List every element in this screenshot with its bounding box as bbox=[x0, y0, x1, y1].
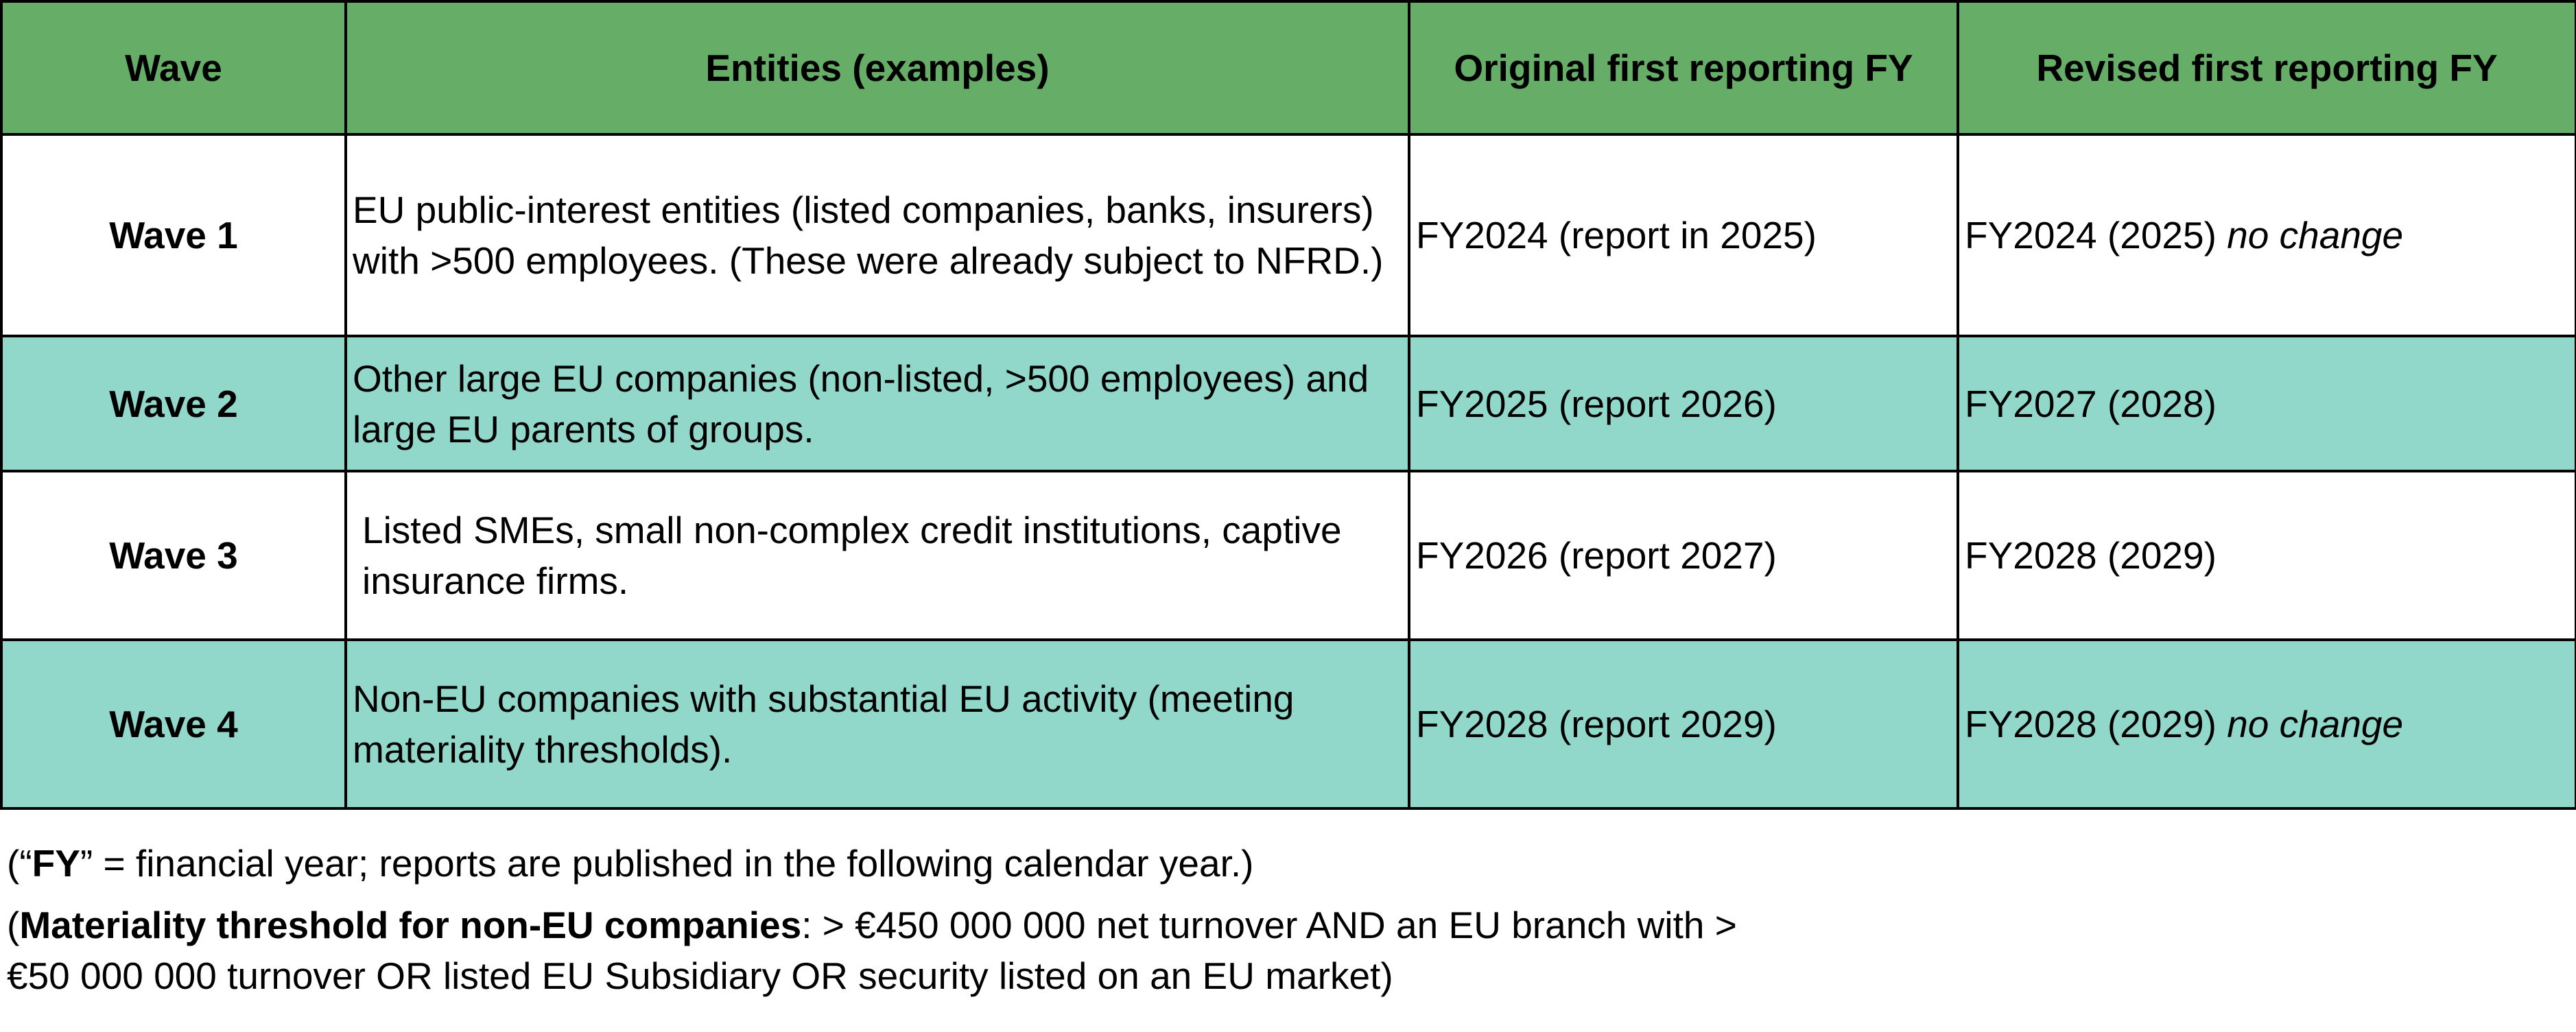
fy-open: (“ bbox=[7, 842, 32, 885]
no-change-note: no change bbox=[2227, 214, 2404, 256]
table-row bbox=[1, 640, 2576, 808]
revised-fy-cell bbox=[1958, 336, 2576, 471]
entities-text: Listed SMEs, small non-complex credit institutions, captive insurance firms. bbox=[362, 509, 1342, 602]
header-wave: Wave bbox=[1, 1, 346, 134]
header-entities: Entities (examples) bbox=[346, 1, 1409, 134]
fy-term: FY bbox=[32, 842, 80, 885]
no-change-note: no change bbox=[2227, 703, 2404, 745]
original-fy-cell: FY2024 (report in 2025) bbox=[1409, 134, 1958, 336]
revised-fy-cell bbox=[1958, 134, 2576, 336]
threshold-term: Materiality threshold for non-EU companies bbox=[19, 904, 802, 946]
header-original-fy: Original first reporting FY bbox=[1409, 1, 1958, 134]
materiality-footnote bbox=[7, 900, 1804, 1001]
table-row bbox=[1, 471, 2576, 640]
wave-label: Wave 2 bbox=[1, 336, 346, 471]
entities-cell: Non-EU companies with substantial EU activity (meeting materiality thresholds). bbox=[346, 640, 1409, 808]
footnotes bbox=[7, 838, 2545, 1001]
table-header-row bbox=[1, 1, 2576, 134]
threshold-open: ( bbox=[7, 904, 20, 946]
entities-cell: Other large EU companies (non-listed, >500 employees) and large EU parents of groups. bbox=[346, 336, 1409, 471]
wave-label: Wave 3 bbox=[1, 471, 346, 640]
revised-fy-cell bbox=[1958, 640, 2576, 808]
wave-label: Wave 4 bbox=[1, 640, 346, 808]
fy-footnote bbox=[7, 838, 2545, 889]
original-fy-cell: FY2028 (report 2029) bbox=[1409, 640, 1958, 808]
original-fy-cell: FY2025 (report 2026) bbox=[1409, 336, 1958, 471]
revised-fy-value: FY2028 (2029) bbox=[1965, 703, 2217, 745]
revised-fy-value: FY2024 (2025) bbox=[1965, 214, 2217, 256]
entities-cell: EU public-interest entities (listed companies, banks, insurers) with >500 employees. (These were already subject to NFRD.) bbox=[346, 134, 1409, 336]
fy-definition: ” = financial year; reports are published in the following calendar year.) bbox=[80, 842, 1254, 885]
original-fy-cell: FY2026 (report 2027) bbox=[1409, 471, 1958, 640]
header-revised-fy: Revised first reporting FY bbox=[1958, 1, 2576, 134]
revised-fy-value: FY2028 (2029) bbox=[1965, 534, 2217, 577]
wave-label: Wave 1 bbox=[1, 134, 346, 336]
table-row bbox=[1, 336, 2576, 471]
revised-fy-value: FY2027 (2028) bbox=[1965, 382, 2217, 425]
revised-fy-cell bbox=[1958, 471, 2576, 640]
entities-cell bbox=[346, 471, 1409, 640]
threshold-definition: : > €450 000 000 net turnover AND an EU branch with > €50 000 000 turnover OR listed EU Subsidiary OR security listed on an EU market) bbox=[7, 904, 1737, 997]
table-row bbox=[1, 134, 2576, 336]
